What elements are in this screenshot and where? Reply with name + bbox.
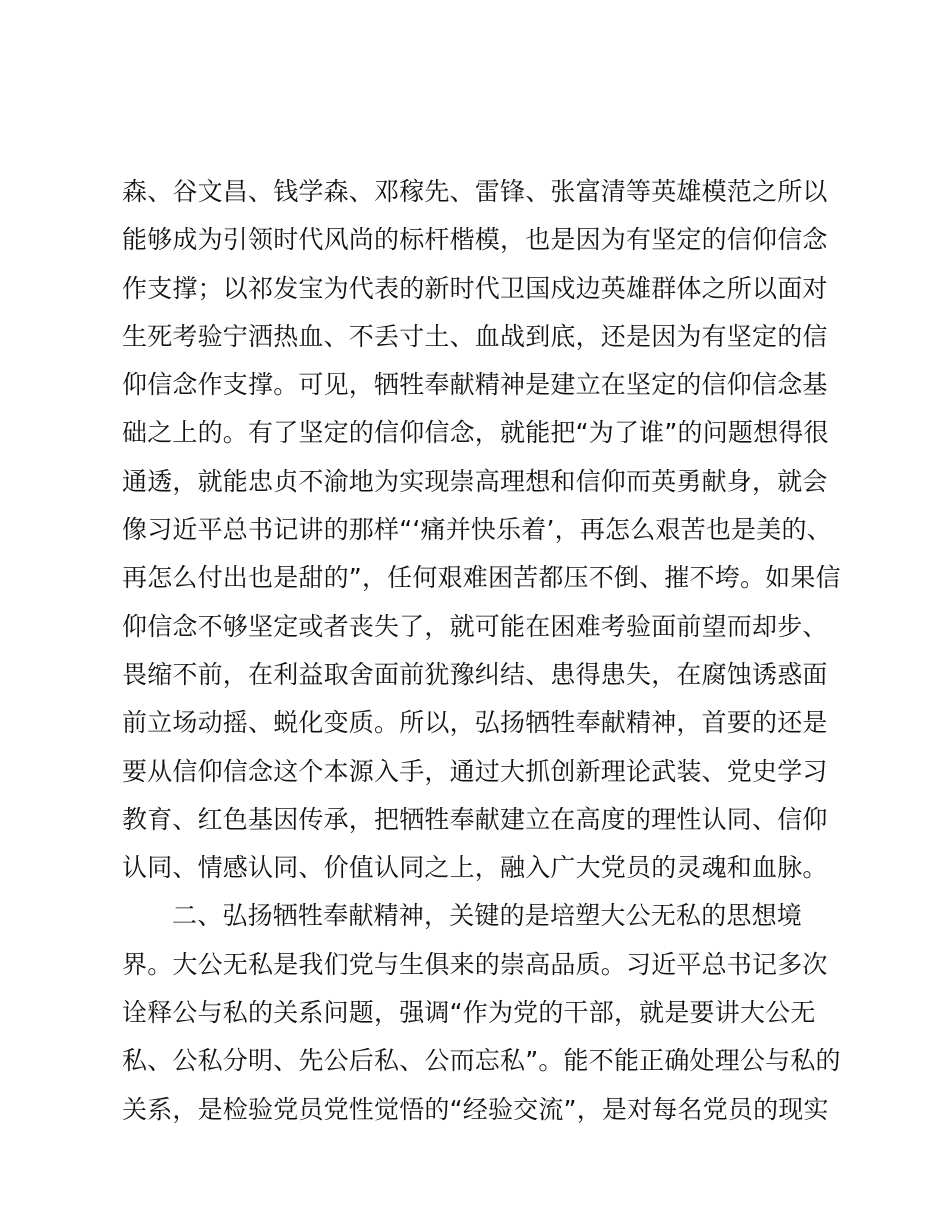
- text-line: 再怎么付出也是甜的”，任何艰难困苦都压不倒、摧不垮。如果信: [122, 563, 841, 593]
- text-line: 作支撑；以祁发宝为代表的新时代卫国戍边英雄群体之所以面对: [122, 273, 828, 303]
- text-line: 关系，是检验党员党性觉悟的“经验交流”，是对每名党员的现实: [122, 1094, 829, 1124]
- text-line: 能够成为引领时代风尚的标杆楷模，也是因为有坚定的信仰信念: [122, 225, 828, 255]
- text-line: 生死考验宁洒热血、不丢寸土、血战到底，还是因为有坚定的信: [122, 321, 828, 351]
- section-heading-line: 二、弘扬牺牲奉献精神，关键的是培塑大公无私的思想境: [172, 901, 803, 931]
- text-line: 础之上的。有了坚定的信仰信念，就能把“为了谁”的问题想得很: [122, 418, 829, 448]
- text-line: 诠释公与私的关系问题，强调“作为党的干部，就是要讲大公无: [122, 998, 816, 1028]
- text-line: 仰信念不够坚定或者丧失了，就可能在困难考验面前望而却步、: [122, 611, 828, 641]
- text-line: 界。大公无私是我们党与生俱来的崇高品质。习近平总书记多次: [122, 949, 828, 979]
- document-body: [122, 168, 842, 1134]
- text-line: 像习近平总书记讲的那样“‘痛并快乐着’，再怎么艰苦也是美的、: [122, 515, 832, 545]
- text-line: 通透，就能忠贞不渝地为实现崇高理想和信仰而英勇献身，就会: [122, 466, 828, 496]
- text-line: 森、谷文昌、钱学森、邓稼先、雷锋、张富清等英雄模范之所以: [122, 177, 828, 206]
- text-line: 仰信念作支撑。可见，牺牲奉献精神是建立在坚定的信仰信念基: [122, 370, 828, 400]
- text-line: 前立场动摇、蜕化变质。所以，弘扬牺牲奉献精神，首要的还是: [122, 708, 828, 738]
- text-line: 教育、红色基因传承，把牺牲奉献建立在高度的理性认同、信仰: [122, 804, 828, 834]
- text-line: 认同、情感认同、价值认同之上，融入广大党员的灵魂和血脉。: [122, 853, 828, 883]
- text-line: 私、公私分明、先公后私、公而忘私”。能不能正确处理公与私的: [122, 1046, 841, 1076]
- text-line: 畏缩不前，在利益取舍面前犹豫纠结、患得患失，在腐蚀诱惑面: [122, 659, 828, 689]
- text-line: 要从信仰信念这个本源入手，通过大抓创新理论武装、党史学习: [122, 756, 828, 786]
